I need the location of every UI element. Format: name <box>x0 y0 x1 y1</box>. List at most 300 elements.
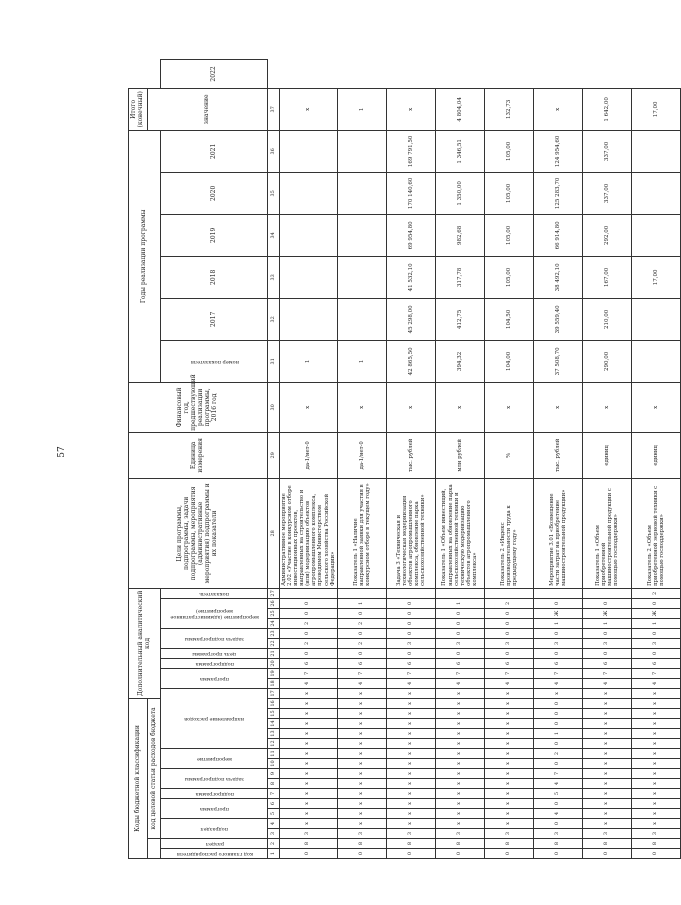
code-cell: 8 <box>582 839 631 849</box>
total-cell: 4 804,04 <box>435 88 484 130</box>
year-value-cell: 337,00 <box>582 130 631 172</box>
code-cell: 1 <box>631 618 680 628</box>
code-cell: x <box>631 709 680 719</box>
code-cell: x <box>435 789 484 799</box>
year-value-cell: 170 140,60 <box>386 172 435 214</box>
column-number: 13 <box>268 729 280 739</box>
code-cell: x <box>435 809 484 819</box>
code-cell: x <box>582 759 631 769</box>
year-value-cell: 169 791,50 <box>386 130 435 172</box>
expense-code-header: код целевой статьи расходов бюджета <box>148 698 161 838</box>
code-cell: x <box>484 799 533 809</box>
code-cell: 4 <box>484 678 533 688</box>
code-cell: x <box>631 749 680 759</box>
year-value-cell: 1 350,00 <box>435 172 484 214</box>
code-cell: 0 <box>533 739 582 749</box>
code-cell: x <box>435 729 484 739</box>
code-cell: x <box>280 759 338 769</box>
code-cell: 0 <box>280 648 338 658</box>
code-cell: x <box>337 799 386 809</box>
column-number: 33 <box>268 256 280 298</box>
fin-year-cell: x <box>484 382 533 432</box>
code-col-header: программа <box>161 799 268 819</box>
year-value-cell <box>280 214 338 256</box>
column-number: 19 <box>268 668 280 678</box>
code-cell: x <box>435 719 484 729</box>
code-cell: x <box>280 779 338 789</box>
total-cell: 1 <box>337 88 386 130</box>
code-cell: x <box>435 779 484 789</box>
unit-cell: тыс. рублей <box>386 432 435 478</box>
code-cell: 0 <box>533 648 582 658</box>
code-cell: x <box>484 719 533 729</box>
year-value-cell: 982,68 <box>435 214 484 256</box>
program-name-header: Цели программы, подпрограммы, задачи подпрограммы, мероприятия (административные мероприятия) подпрограммы и их показатели <box>129 478 268 588</box>
year-value-cell <box>631 214 680 256</box>
code-col-header: цель программы <box>161 648 268 658</box>
total-cell: x <box>280 88 338 130</box>
column-number: 30 <box>268 382 280 432</box>
year-value-cell <box>337 298 386 340</box>
code-cell <box>435 588 484 598</box>
code-cell: x <box>582 769 631 779</box>
code-cell: 0 <box>631 849 680 859</box>
code-cell: 0 <box>337 628 386 638</box>
code-cell <box>386 588 435 598</box>
column-number: 26 <box>268 598 280 608</box>
code-cell: x <box>337 789 386 799</box>
code-cell: x <box>337 688 386 698</box>
code-cell: 0 <box>337 608 386 618</box>
code-cell: x <box>484 759 533 769</box>
code-cell: 0 <box>386 849 435 859</box>
code-cell: 3 <box>386 638 435 648</box>
code-cell: x <box>582 709 631 719</box>
item-name-cell: Показатель 2 «Объем приобретенной зерновой техники с помощью господдержки» <box>631 478 680 588</box>
year-value-cell: 210,00 <box>582 298 631 340</box>
code-cell: x <box>582 749 631 759</box>
unit-cell: да-1/нет-0 <box>337 432 386 478</box>
column-number: 36 <box>268 130 280 172</box>
unit-cell: да-1/нет-0 <box>280 432 338 478</box>
code-cell: x <box>582 688 631 698</box>
fin-year-cell: x <box>582 382 631 432</box>
fin-year-cell: x <box>337 382 386 432</box>
year-value-cell: 66 914,80 <box>533 214 582 256</box>
code-cell: x <box>337 819 386 829</box>
code-cell: 0 <box>533 819 582 829</box>
column-number: 24 <box>268 618 280 628</box>
code-cell: 0 <box>631 628 680 638</box>
total-cell: 1 642,00 <box>582 88 631 130</box>
code-cell: 0 <box>582 648 631 658</box>
code-cell: x <box>484 698 533 708</box>
code-cell: 0 <box>484 618 533 628</box>
code-cell: 0 <box>337 849 386 859</box>
year-value-cell <box>280 298 338 340</box>
year-value-cell <box>337 130 386 172</box>
column-number: 27 <box>268 588 280 598</box>
fin-year-cell: x <box>435 382 484 432</box>
column-number: 5 <box>268 809 280 819</box>
column-number: 22 <box>268 638 280 648</box>
code-cell: x <box>484 819 533 829</box>
code-cell: 1 <box>582 618 631 628</box>
code-cell: x <box>484 769 533 779</box>
code-cell: x <box>337 809 386 819</box>
year-value-cell: 69 954,80 <box>386 214 435 256</box>
code-cell: x <box>582 739 631 749</box>
column-number: 10 <box>268 759 280 769</box>
code-cell: 7 <box>484 668 533 678</box>
code-cell: x <box>631 698 680 708</box>
code-cell: x <box>631 729 680 739</box>
code-cell: 0 <box>280 598 338 608</box>
column-number: 32 <box>268 298 280 340</box>
code-cell: 2 <box>337 618 386 628</box>
code-cell: 0 <box>484 648 533 658</box>
code-cell: x <box>386 709 435 719</box>
year-value-cell: 167,00 <box>582 256 631 298</box>
column-number: 34 <box>268 214 280 256</box>
code-cell: x <box>435 739 484 749</box>
total-cell: x <box>386 88 435 130</box>
year-value-cell: 104,00 <box>484 340 533 382</box>
code-cell: x <box>337 729 386 739</box>
code-cell: 1 <box>533 729 582 739</box>
code-col-header: мероприятие (административное мероприятие) <box>161 598 268 628</box>
code-cell: 1 <box>435 598 484 608</box>
code-cell: 0 <box>435 628 484 638</box>
code-cell: x <box>337 779 386 789</box>
item-name-cell: Показатель 2 «Индекс производительности труда к предыдущему году» <box>484 478 533 588</box>
code-cell: 0 <box>435 608 484 618</box>
total-cell: 132,73 <box>484 88 533 130</box>
total-cell: x <box>533 88 582 130</box>
code-cell: 4 <box>533 678 582 688</box>
code-cell: x <box>337 759 386 769</box>
year-header: 2020 <box>161 172 268 214</box>
code-cell: 0 <box>435 648 484 658</box>
code-cell: x <box>386 719 435 729</box>
code-cell: x <box>337 698 386 708</box>
table-row <box>484 60 533 859</box>
code-col-header: показатель <box>161 588 268 598</box>
code-cell: x <box>582 809 631 819</box>
code-cell: x <box>386 729 435 739</box>
code-cell: x <box>386 769 435 779</box>
fin-year-cell: x <box>386 382 435 432</box>
code-col-header: программа <box>161 668 268 688</box>
code-cell: 3 <box>631 829 680 839</box>
total-header: Итого (конечный) <box>129 88 148 130</box>
code-cell: 0 <box>435 618 484 628</box>
column-number: 16 <box>268 698 280 708</box>
code-col-header: номер показателя <box>161 340 268 382</box>
analytic-code-header: Дополнительный аналитический код <box>129 588 161 698</box>
column-number: 3 <box>268 829 280 839</box>
code-cell: x <box>435 698 484 708</box>
code-cell: 0 <box>280 628 338 638</box>
code-cell: x <box>386 799 435 809</box>
code-cell: 0 <box>533 799 582 809</box>
column-number: 37 <box>268 88 280 130</box>
page-number: 57 <box>57 446 67 458</box>
code-cell: 3 <box>631 638 680 648</box>
code-cell: 0 <box>386 598 435 608</box>
year-value-cell: 105,00 <box>484 256 533 298</box>
code-cell: 3 <box>337 829 386 839</box>
code-cell: x <box>337 739 386 749</box>
year-value-cell <box>631 298 680 340</box>
code-cell: 0 <box>386 648 435 658</box>
column-number: 29 <box>268 432 280 478</box>
year-value-cell: 105,00 <box>484 130 533 172</box>
code-cell: x <box>631 819 680 829</box>
program-indicators-table <box>128 59 681 859</box>
code-cell: x <box>435 819 484 829</box>
column-number: 25 <box>268 608 280 618</box>
year-value-cell: 292,00 <box>582 214 631 256</box>
code-cell: 3 <box>280 829 338 839</box>
fin-year-header: Финансовый год, предшествующий реализации программы, 2016 год <box>129 382 268 432</box>
column-number: 8 <box>268 779 280 789</box>
code-cell: 0 <box>582 628 631 638</box>
code-cell: 0 <box>280 849 338 859</box>
code-cell: 0 <box>386 628 435 638</box>
code-cell: Ж <box>582 608 631 618</box>
year-value-cell: 37 508,70 <box>533 340 582 382</box>
code-cell: Ж <box>533 608 582 618</box>
table-row <box>337 60 386 859</box>
item-name-cell: Мероприятие 3.01 «Возмещение части затрат на приобретение машиностроительной продукции» <box>533 478 582 588</box>
item-name-cell: Показатель 1 «Объем инвестиций, направленных на обновление парка сельскохозяйственной техники и техническую модернизацию объектов агропромышленного комплекса» <box>435 478 484 588</box>
year-header: 2021 <box>161 130 268 172</box>
code-cell <box>484 588 533 598</box>
code-cell: x <box>386 779 435 789</box>
unit-header: Единица измерения <box>129 432 268 478</box>
code-cell: x <box>386 688 435 698</box>
code-cell: x <box>582 779 631 789</box>
code-cell: 4 <box>631 678 680 688</box>
code-cell: 8 <box>280 839 338 849</box>
code-cell: x <box>631 779 680 789</box>
code-cell: x <box>582 819 631 829</box>
year-value-cell: 104,50 <box>484 298 533 340</box>
year-value-cell: 45 298,00 <box>386 298 435 340</box>
code-cell: 8 <box>631 839 680 849</box>
code-cell: x <box>280 769 338 779</box>
code-cell: 6 <box>631 658 680 668</box>
code-cell: 4 <box>337 678 386 688</box>
code-cell: x <box>435 799 484 809</box>
code-cell: x <box>631 719 680 729</box>
code-cell: x <box>484 739 533 749</box>
table-row <box>582 60 631 859</box>
year-value-cell: 394,32 <box>435 340 484 382</box>
code-cell: x <box>337 719 386 729</box>
year-value-cell: 1 <box>337 340 386 382</box>
year-value-cell: 105,00 <box>484 214 533 256</box>
budget-codes-header: Коды бюджетной классификации <box>129 698 148 858</box>
year-value-cell <box>337 256 386 298</box>
code-cell: 4 <box>533 779 582 789</box>
code-cell: Ж <box>631 608 680 618</box>
code-cell: x <box>582 799 631 809</box>
code-cell: 4 <box>280 678 338 688</box>
total-subheader: значение <box>148 88 268 130</box>
code-cell: 3 <box>484 829 533 839</box>
fin-year-cell: x <box>280 382 338 432</box>
year-value-cell: 1 <box>280 340 338 382</box>
year-value-cell <box>280 256 338 298</box>
column-number: 14 <box>268 719 280 729</box>
code-cell: x <box>386 789 435 799</box>
code-cell <box>280 588 338 598</box>
column-number: 6 <box>268 799 280 809</box>
code-cell: 0 <box>280 608 338 618</box>
item-name-cell: Показатель 1 «Объем приобретенной машиностроительной продукции с помощью господдержки» <box>582 478 631 588</box>
code-cell: 0 <box>631 648 680 658</box>
code-cell: x <box>484 709 533 719</box>
year-value-cell: 124 954,60 <box>533 130 582 172</box>
year-value-cell: 41 532,10 <box>386 256 435 298</box>
code-col-header: задача подпрограммы <box>161 628 268 648</box>
code-cell: x <box>386 698 435 708</box>
unit-cell: единиц <box>631 432 680 478</box>
code-col-header: мероприятие <box>161 749 268 769</box>
code-cell: 0 <box>533 598 582 608</box>
code-cell: 3 <box>582 829 631 839</box>
code-cell: 0 <box>533 759 582 769</box>
code-cell: 2 <box>280 618 338 628</box>
code-cell: 3 <box>533 638 582 648</box>
code-cell: x <box>435 759 484 769</box>
code-cell: 2 <box>280 638 338 648</box>
code-cell: x <box>435 749 484 759</box>
code-cell: 7 <box>280 668 338 678</box>
code-cell: x <box>435 769 484 779</box>
code-cell: x <box>337 709 386 719</box>
year-value-cell: 317,78 <box>435 256 484 298</box>
year-value-cell: 125 283,70 <box>533 172 582 214</box>
year-value-cell <box>280 130 338 172</box>
code-cell: 0 <box>631 598 680 608</box>
code-cell: 7 <box>533 769 582 779</box>
code-cell <box>337 588 386 598</box>
code-cell: 8 <box>386 839 435 849</box>
code-cell: x <box>280 709 338 719</box>
code-cell: 7 <box>631 668 680 678</box>
code-cell: 2 <box>631 588 680 598</box>
column-number: 7 <box>268 789 280 799</box>
code-col-header: раздел <box>161 839 268 849</box>
code-col-header: подпрограмма <box>161 658 268 668</box>
column-number: 12 <box>268 739 280 749</box>
item-name-cell: Задача 3 «Техническая и технологическая модернизация объектов агропромышленного комплекса, обновление парка сельскохозяйственной техники» <box>386 478 435 588</box>
code-cell: x <box>386 809 435 819</box>
code-cell: x <box>386 749 435 759</box>
column-number: 35 <box>268 172 280 214</box>
code-cell: 4 <box>533 809 582 819</box>
unit-cell: тыс. рублей <box>533 432 582 478</box>
code-cell: x <box>280 799 338 809</box>
code-cell: 3 <box>435 638 484 648</box>
code-cell: 0 <box>386 608 435 618</box>
code-cell: x <box>280 749 338 759</box>
code-cell: 4 <box>386 678 435 688</box>
code-cell: x <box>631 799 680 809</box>
year-header: 2019 <box>161 214 268 256</box>
table-row <box>533 60 582 859</box>
code-cell: x <box>435 709 484 719</box>
code-cell: x <box>280 809 338 819</box>
code-cell: x <box>386 739 435 749</box>
code-cell: 0 <box>533 849 582 859</box>
column-number: 31 <box>268 340 280 382</box>
code-cell: x <box>280 688 338 698</box>
column-number: 17 <box>268 688 280 698</box>
code-cell: 6 <box>582 658 631 668</box>
code-cell: 3 <box>582 638 631 648</box>
code-cell: 6 <box>337 658 386 668</box>
year-value-cell: 42 865,50 <box>386 340 435 382</box>
column-number: 4 <box>268 819 280 829</box>
code-cell: x <box>631 789 680 799</box>
year-value-cell: 412,75 <box>435 298 484 340</box>
code-cell: 7 <box>582 668 631 678</box>
code-cell: x <box>280 729 338 739</box>
code-cell: 0 <box>484 849 533 859</box>
code-cell: x <box>484 688 533 698</box>
code-cell: 0 <box>582 849 631 859</box>
code-cell: 7 <box>386 668 435 678</box>
column-number: 9 <box>268 769 280 779</box>
table-row <box>631 60 680 859</box>
code-col-header: задача подпрограммы <box>161 769 268 789</box>
code-cell: x <box>435 688 484 698</box>
column-number: 21 <box>268 648 280 658</box>
code-cell: x <box>386 819 435 829</box>
code-cell: 2 <box>484 598 533 608</box>
code-cell: 1 <box>533 618 582 628</box>
year-value-cell <box>631 130 680 172</box>
code-cell: 0 <box>386 618 435 628</box>
year-value-cell: 337,00 <box>582 172 631 214</box>
code-cell: 7 <box>337 668 386 678</box>
code-cell: 5 <box>533 789 582 799</box>
fin-year-cell: x <box>533 382 582 432</box>
year-value-cell: 17,00 <box>631 256 680 298</box>
unit-cell: единиц <box>582 432 631 478</box>
table-row <box>435 60 484 859</box>
rotated-table-area <box>128 59 665 859</box>
column-number: 18 <box>268 678 280 688</box>
unit-cell: млн рублей <box>435 432 484 478</box>
column-number: 11 <box>268 749 280 759</box>
code-cell: 6 <box>484 658 533 668</box>
column-number: 23 <box>268 628 280 638</box>
code-cell: x <box>280 819 338 829</box>
code-cell: x <box>631 809 680 819</box>
code-cell: 1 <box>337 598 386 608</box>
code-col-header: код главного распорядителя <box>161 849 268 859</box>
column-number: 20 <box>268 658 280 668</box>
code-cell: 8 <box>484 839 533 849</box>
code-cell: 0 <box>484 608 533 618</box>
code-col-header: подраздел <box>161 819 268 839</box>
year-value-cell <box>280 172 338 214</box>
